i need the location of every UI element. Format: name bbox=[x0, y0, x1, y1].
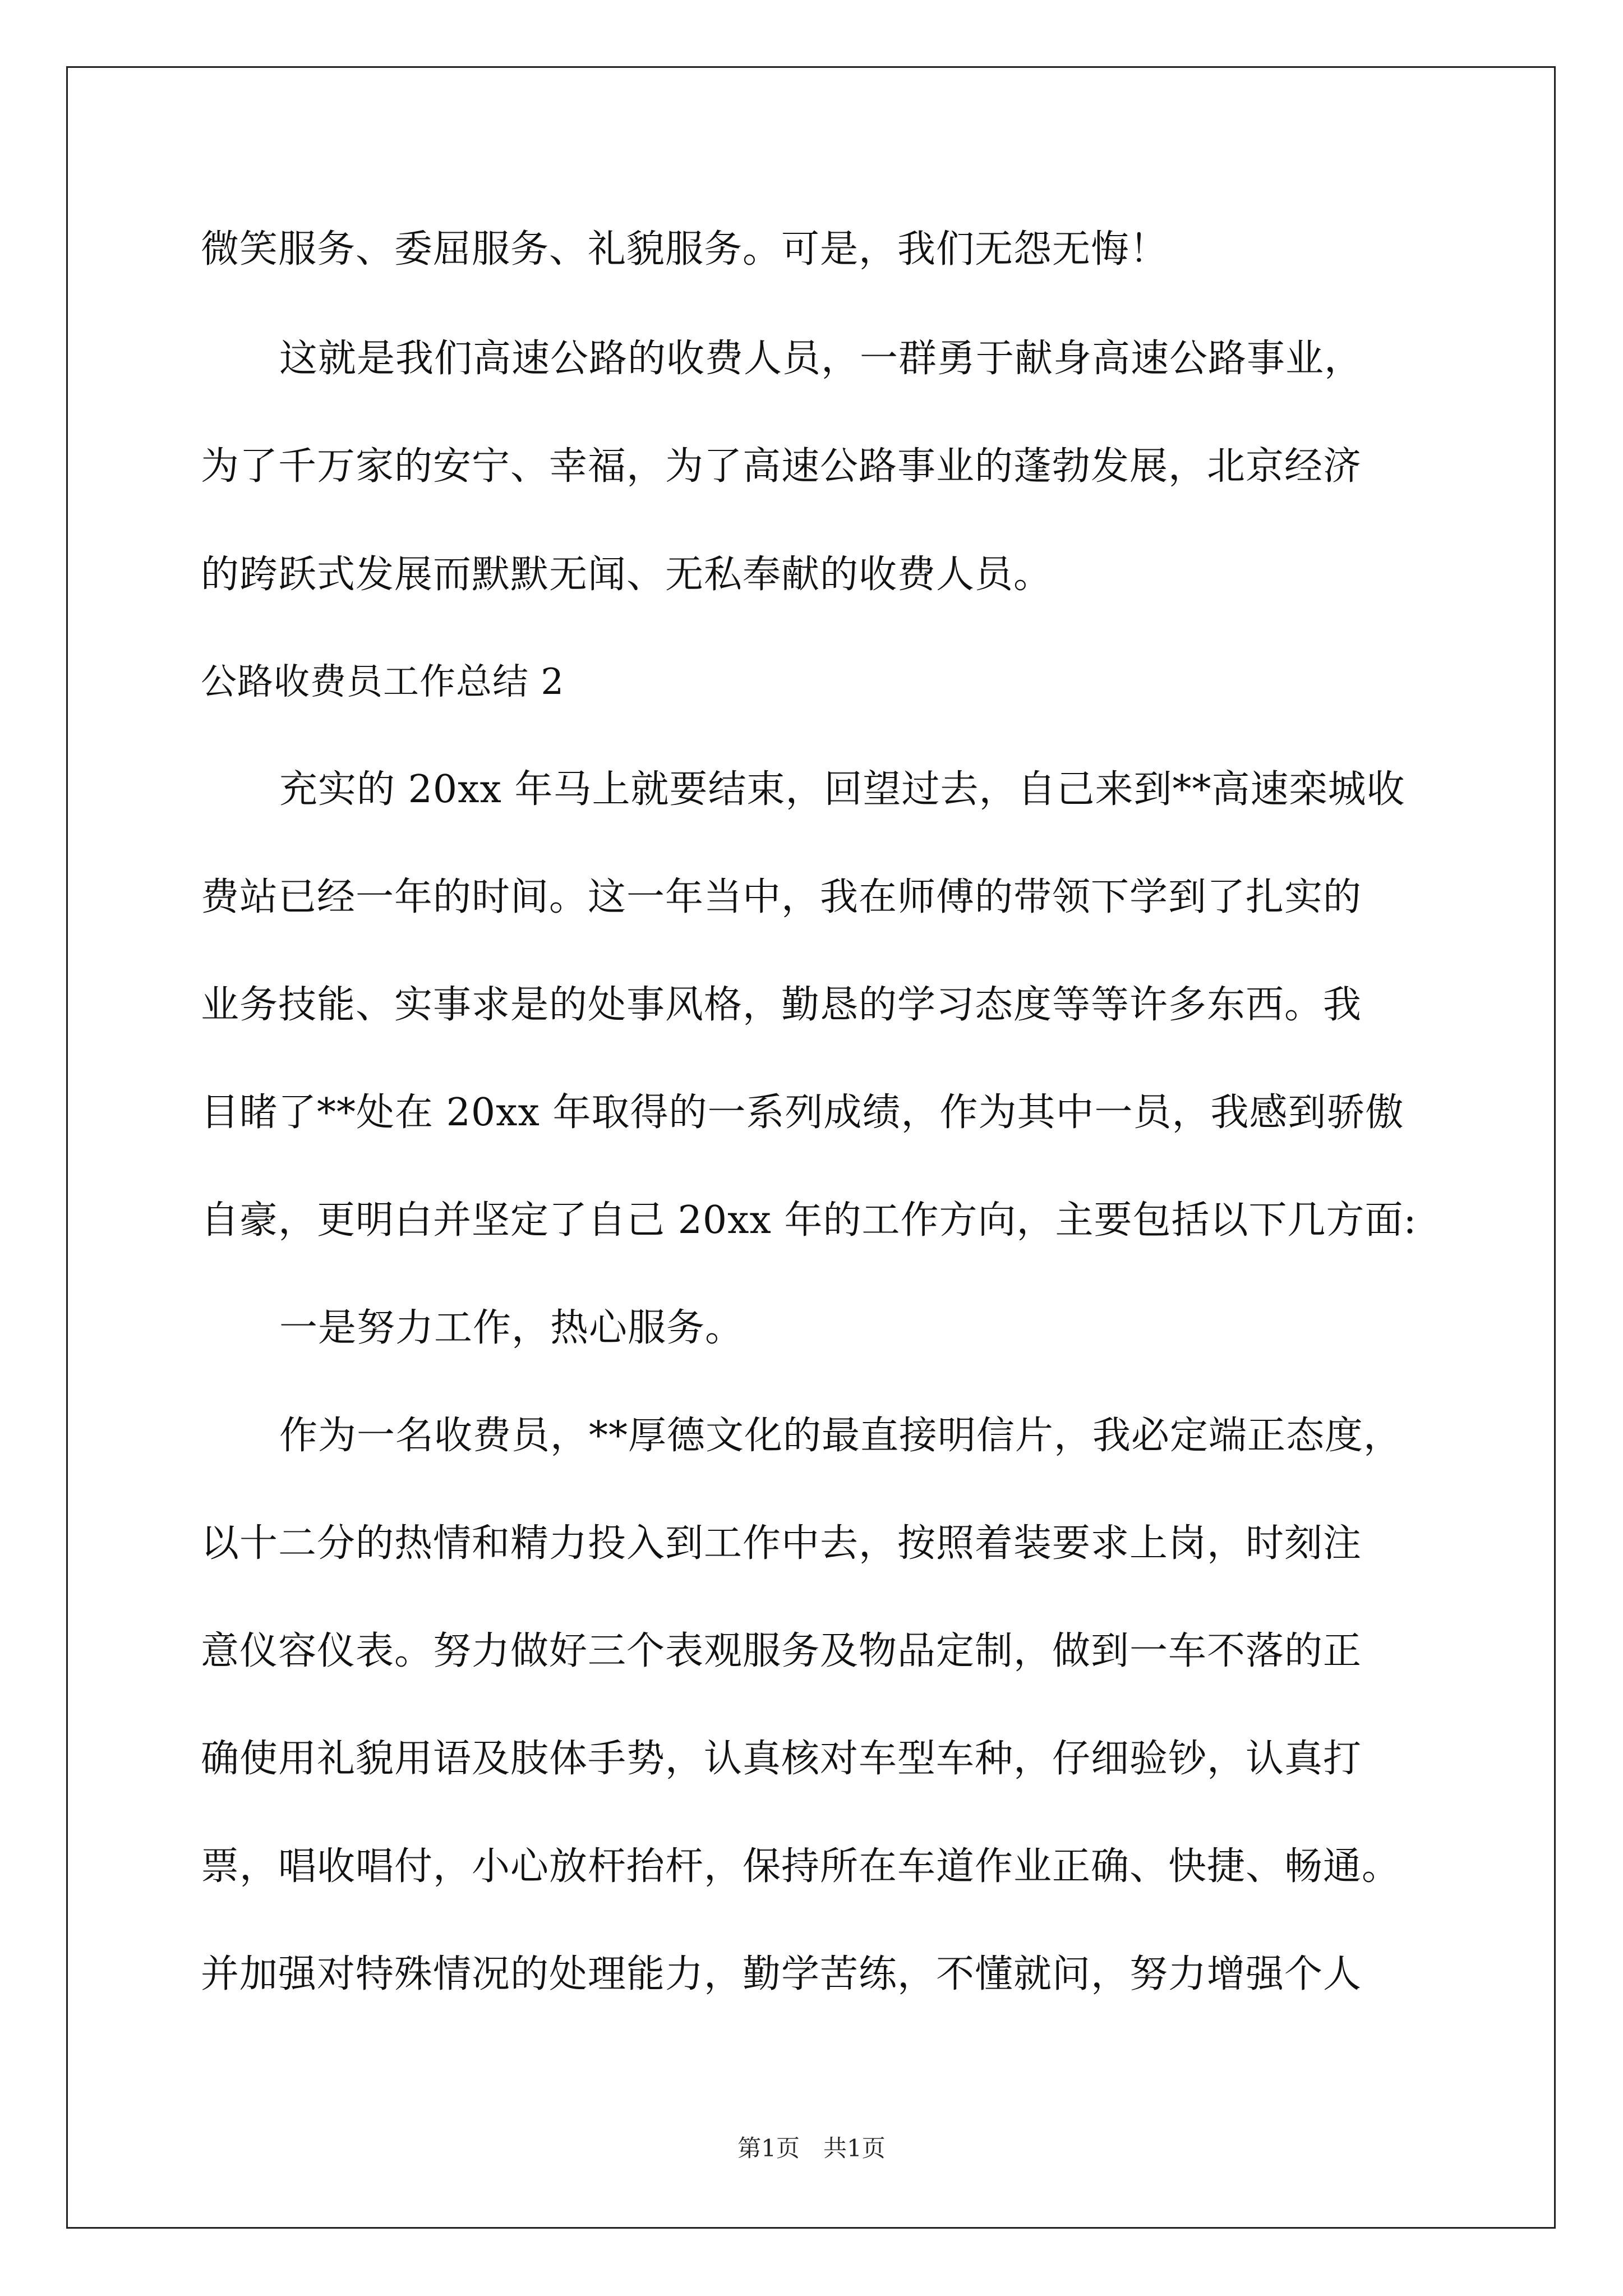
paragraph-line: 微笑服务、委屈服务、礼貌服务。可是，我们无怨无悔！ bbox=[201, 227, 1169, 272]
paragraph-line: 作为一名收费员，**厚德文化的最直接明信片，我必定端正态度， bbox=[279, 1414, 1403, 1458]
page-border bbox=[66, 66, 1556, 2229]
paragraph-line: 以十二分的热情和精力投入到工作中去，按照着装要求上岗，时刻注 bbox=[201, 1521, 1362, 1566]
paragraph-line: 确使用礼貌用语及肢体手势，认真核对车型车种，仔细验钞，认真打 bbox=[201, 1737, 1362, 1781]
paragraph-line: 为了千万家的安宁、幸福，为了高速公路事业的蓬勃发展，北京经济 bbox=[201, 444, 1362, 489]
paragraph-line: 目睹了**处在 20xx 年取得的一系列成绩，作为其中一员，我感到骄傲 bbox=[201, 1091, 1404, 1135]
paragraph-line: 业务技能、实事求是的处事风格，勤恳的学习态度等等许多东西。我 bbox=[201, 983, 1362, 1027]
section-heading: 公路收费员工作总结 2 bbox=[201, 661, 565, 703]
paragraph-line: 充实的 20xx 年马上就要结束，回望过去，自己来到**高速栾城收 bbox=[279, 767, 1405, 812]
paragraph-line: 并加强对特殊情况的处理能力，勤学苦练，不懂就问，努力增强个人 bbox=[201, 1952, 1362, 1996]
paragraph-line: 一是努力工作，热心服务。 bbox=[279, 1306, 744, 1350]
paragraph-line: 这就是我们高速公路的收费人员，一群勇于献身高速公路事业， bbox=[279, 337, 1363, 381]
paragraph-line: 意仪容仪表。努力做好三个表观服务及物品定制，做到一车不落的正 bbox=[201, 1629, 1362, 1673]
paragraph-line: 票，唱收唱付，小心放杆抬杆，保持所在车道作业正确、快捷、畅通。 bbox=[201, 1844, 1401, 1889]
page-footer: 第1页 共1页 bbox=[737, 2134, 886, 2162]
paragraph-line: 自豪，更明白并坚定了自己 20xx 年的工作方向，主要包括以下几方面: bbox=[201, 1198, 1417, 1243]
paragraph-line: 费站已经一年的时间。这一年当中，我在师傅的带领下学到了扎实的 bbox=[201, 875, 1362, 919]
paragraph-line: 的跨跃式发展而默默无闻、无私奉献的收费人员。 bbox=[201, 553, 1053, 597]
